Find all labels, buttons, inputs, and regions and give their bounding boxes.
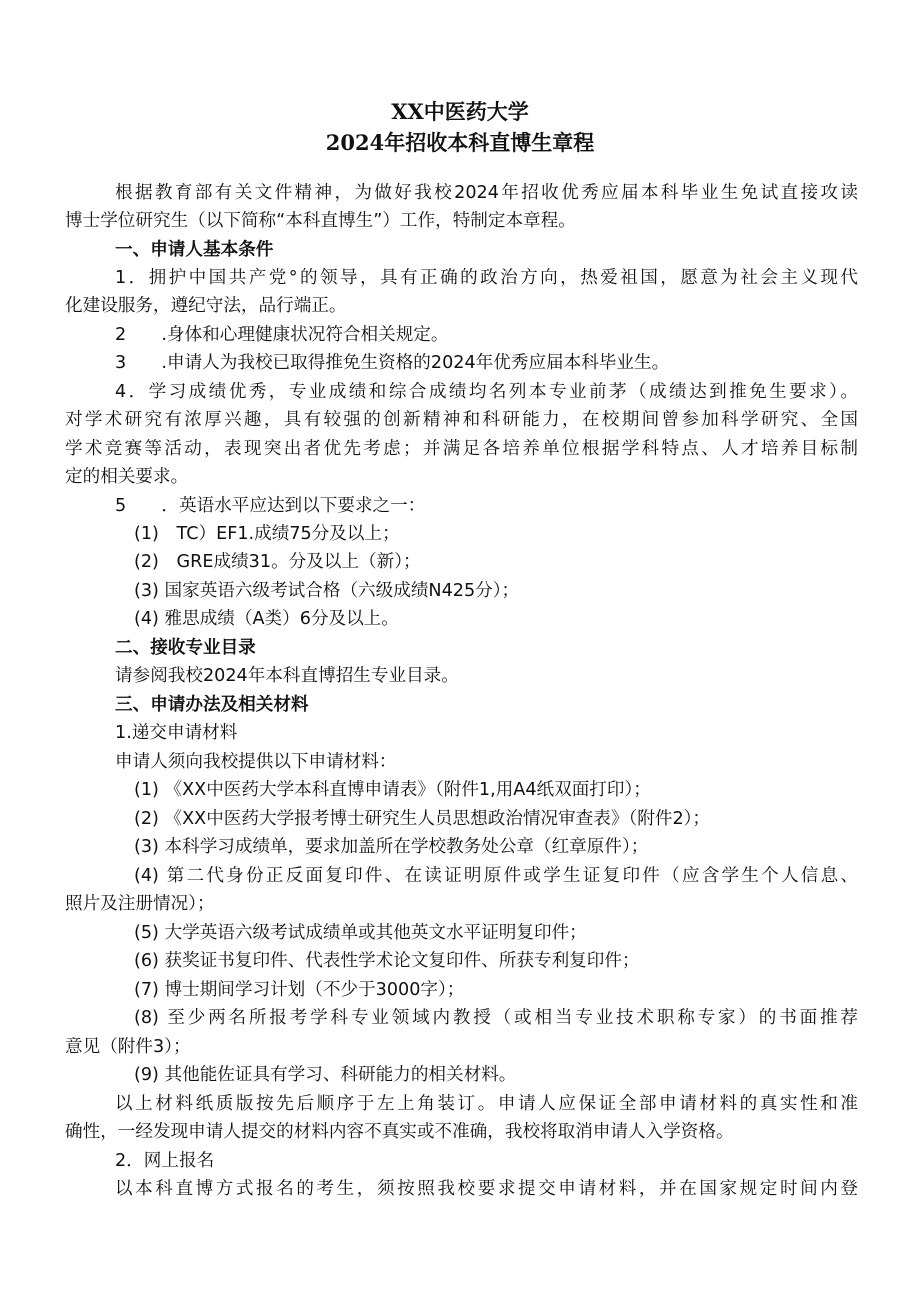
list-item: 2 .身体和心理健康状况符合相关规定。 bbox=[115, 325, 449, 345]
subsection-heading: 1.递交申请材料 bbox=[115, 723, 238, 743]
section-heading: 二、接收专业目录 bbox=[115, 638, 256, 658]
paragraph-line: 请参阅我校2024年本科直博招生专业目录。 bbox=[115, 666, 459, 686]
list-item: (4) 第二代身份正反面复印件、在读证明原件或学生证复印件（应含学生个人信息、 bbox=[134, 866, 858, 886]
list-item-continuation: 意见（附件3）； bbox=[65, 1037, 191, 1057]
document-title: 2024年招收本科直博生章程 bbox=[325, 130, 595, 155]
list-item: (7) 博士期间学习计划（不少于3000字）； bbox=[134, 980, 465, 1000]
paragraph-line: 根据教育部有关文件精神，为做好我校2024年招收优秀应届本科毕业生免试直接攻读 bbox=[115, 183, 858, 203]
list-item: (1) 《XX中医药大学本科直博申请表》（附件1,用A4纸双面打印）； bbox=[134, 780, 651, 800]
paragraph-line: 1．拥护中国共产党°的领导，具有正确的政治方向，热爱祖国，愿意为社会主义现代 bbox=[115, 268, 858, 288]
list-item: 5 ．英语水平应达到以下要求之一： bbox=[115, 496, 426, 516]
list-item: (4) 雅思成绩（A类）6分及以上。 bbox=[134, 609, 399, 629]
list-item: (5) 大学英语六级考试成绩单或其他英文水平证明复印件； bbox=[134, 923, 587, 943]
list-item-continuation: 照片及注册情况）； bbox=[65, 894, 215, 914]
section-heading: 一、申请人基本条件 bbox=[115, 240, 274, 260]
paragraph-line: 以上材料纸质版按先后顺序于左上角装订。申请人应保证全部申请材料的真实性和准 bbox=[115, 1094, 858, 1114]
list-item: (3) 国家英语六级考试合格（六级成绩N425分）； bbox=[134, 581, 520, 601]
list-item: 3 .申请人为我校已取得推免生资格的2024年优秀应届本科毕业生。 bbox=[115, 353, 670, 373]
list-item: (2) GRE成绩31。分及以上（新）； bbox=[134, 552, 421, 572]
paragraph-line: 化建设服务，遵纪守法，品行端正。 bbox=[65, 296, 347, 316]
paragraph-line: 定的相关要求。 bbox=[65, 467, 189, 487]
paragraph-line: 申请人须向我校提供以下申请材料： bbox=[115, 752, 397, 772]
paragraph-line: 博士学位研究生（以下简称“本科直博生”）工作，特制定本章程。 bbox=[65, 211, 576, 231]
paragraph-line: 4．学习成绩优秀，专业成绩和综合成绩均名列本专业前茅（成绩达到推免生要求）。 bbox=[115, 382, 858, 402]
paragraph-line: 确性，一经发现申请人提交的材料内容不真实或不准确，我校将取消申请人入学资格。 bbox=[65, 1122, 734, 1142]
list-item: (1) TC）EF1.成绩75分及以上； bbox=[134, 524, 400, 544]
paragraph-line: 以本科直博方式报名的考生，须按照我校要求提交申请材料，并在国家规定时间内登 bbox=[115, 1179, 858, 1199]
list-item: (2) 《XX中医药大学报考博士研究生人员思想政治情况审查表》（附件2）； bbox=[134, 809, 711, 829]
list-item: (6) 获奖证书复印件、代表性学术论文复印件、所获专利复印件； bbox=[134, 951, 640, 971]
list-item: (8) 至少两名所报考学科专业领域内教授（或相当专业技术职称专家）的书面推荐 bbox=[134, 1008, 858, 1028]
document-title-institution: XX中医药大学 bbox=[391, 99, 529, 124]
paragraph-line: 对学术研究有浓厚兴趣，具有较强的创新精神和科研能力，在校期间曾参加科学研究、全国 bbox=[65, 410, 858, 430]
subsection-heading: 2．网上报名 bbox=[115, 1151, 215, 1171]
section-heading: 三、申请办法及相关材料 bbox=[115, 695, 309, 715]
list-item: (3) 本科学习成绩单，要求加盖所在学校教务处公章（红章原件）； bbox=[134, 837, 649, 857]
paragraph-line: 学术竞赛等活动，表现突出者优先考虑；并满足各培养单位根据学科特点、人才培养目标制 bbox=[65, 439, 858, 459]
list-item: (9) 其他能佐证具有学习、科研能力的相关材料。 bbox=[134, 1065, 517, 1085]
